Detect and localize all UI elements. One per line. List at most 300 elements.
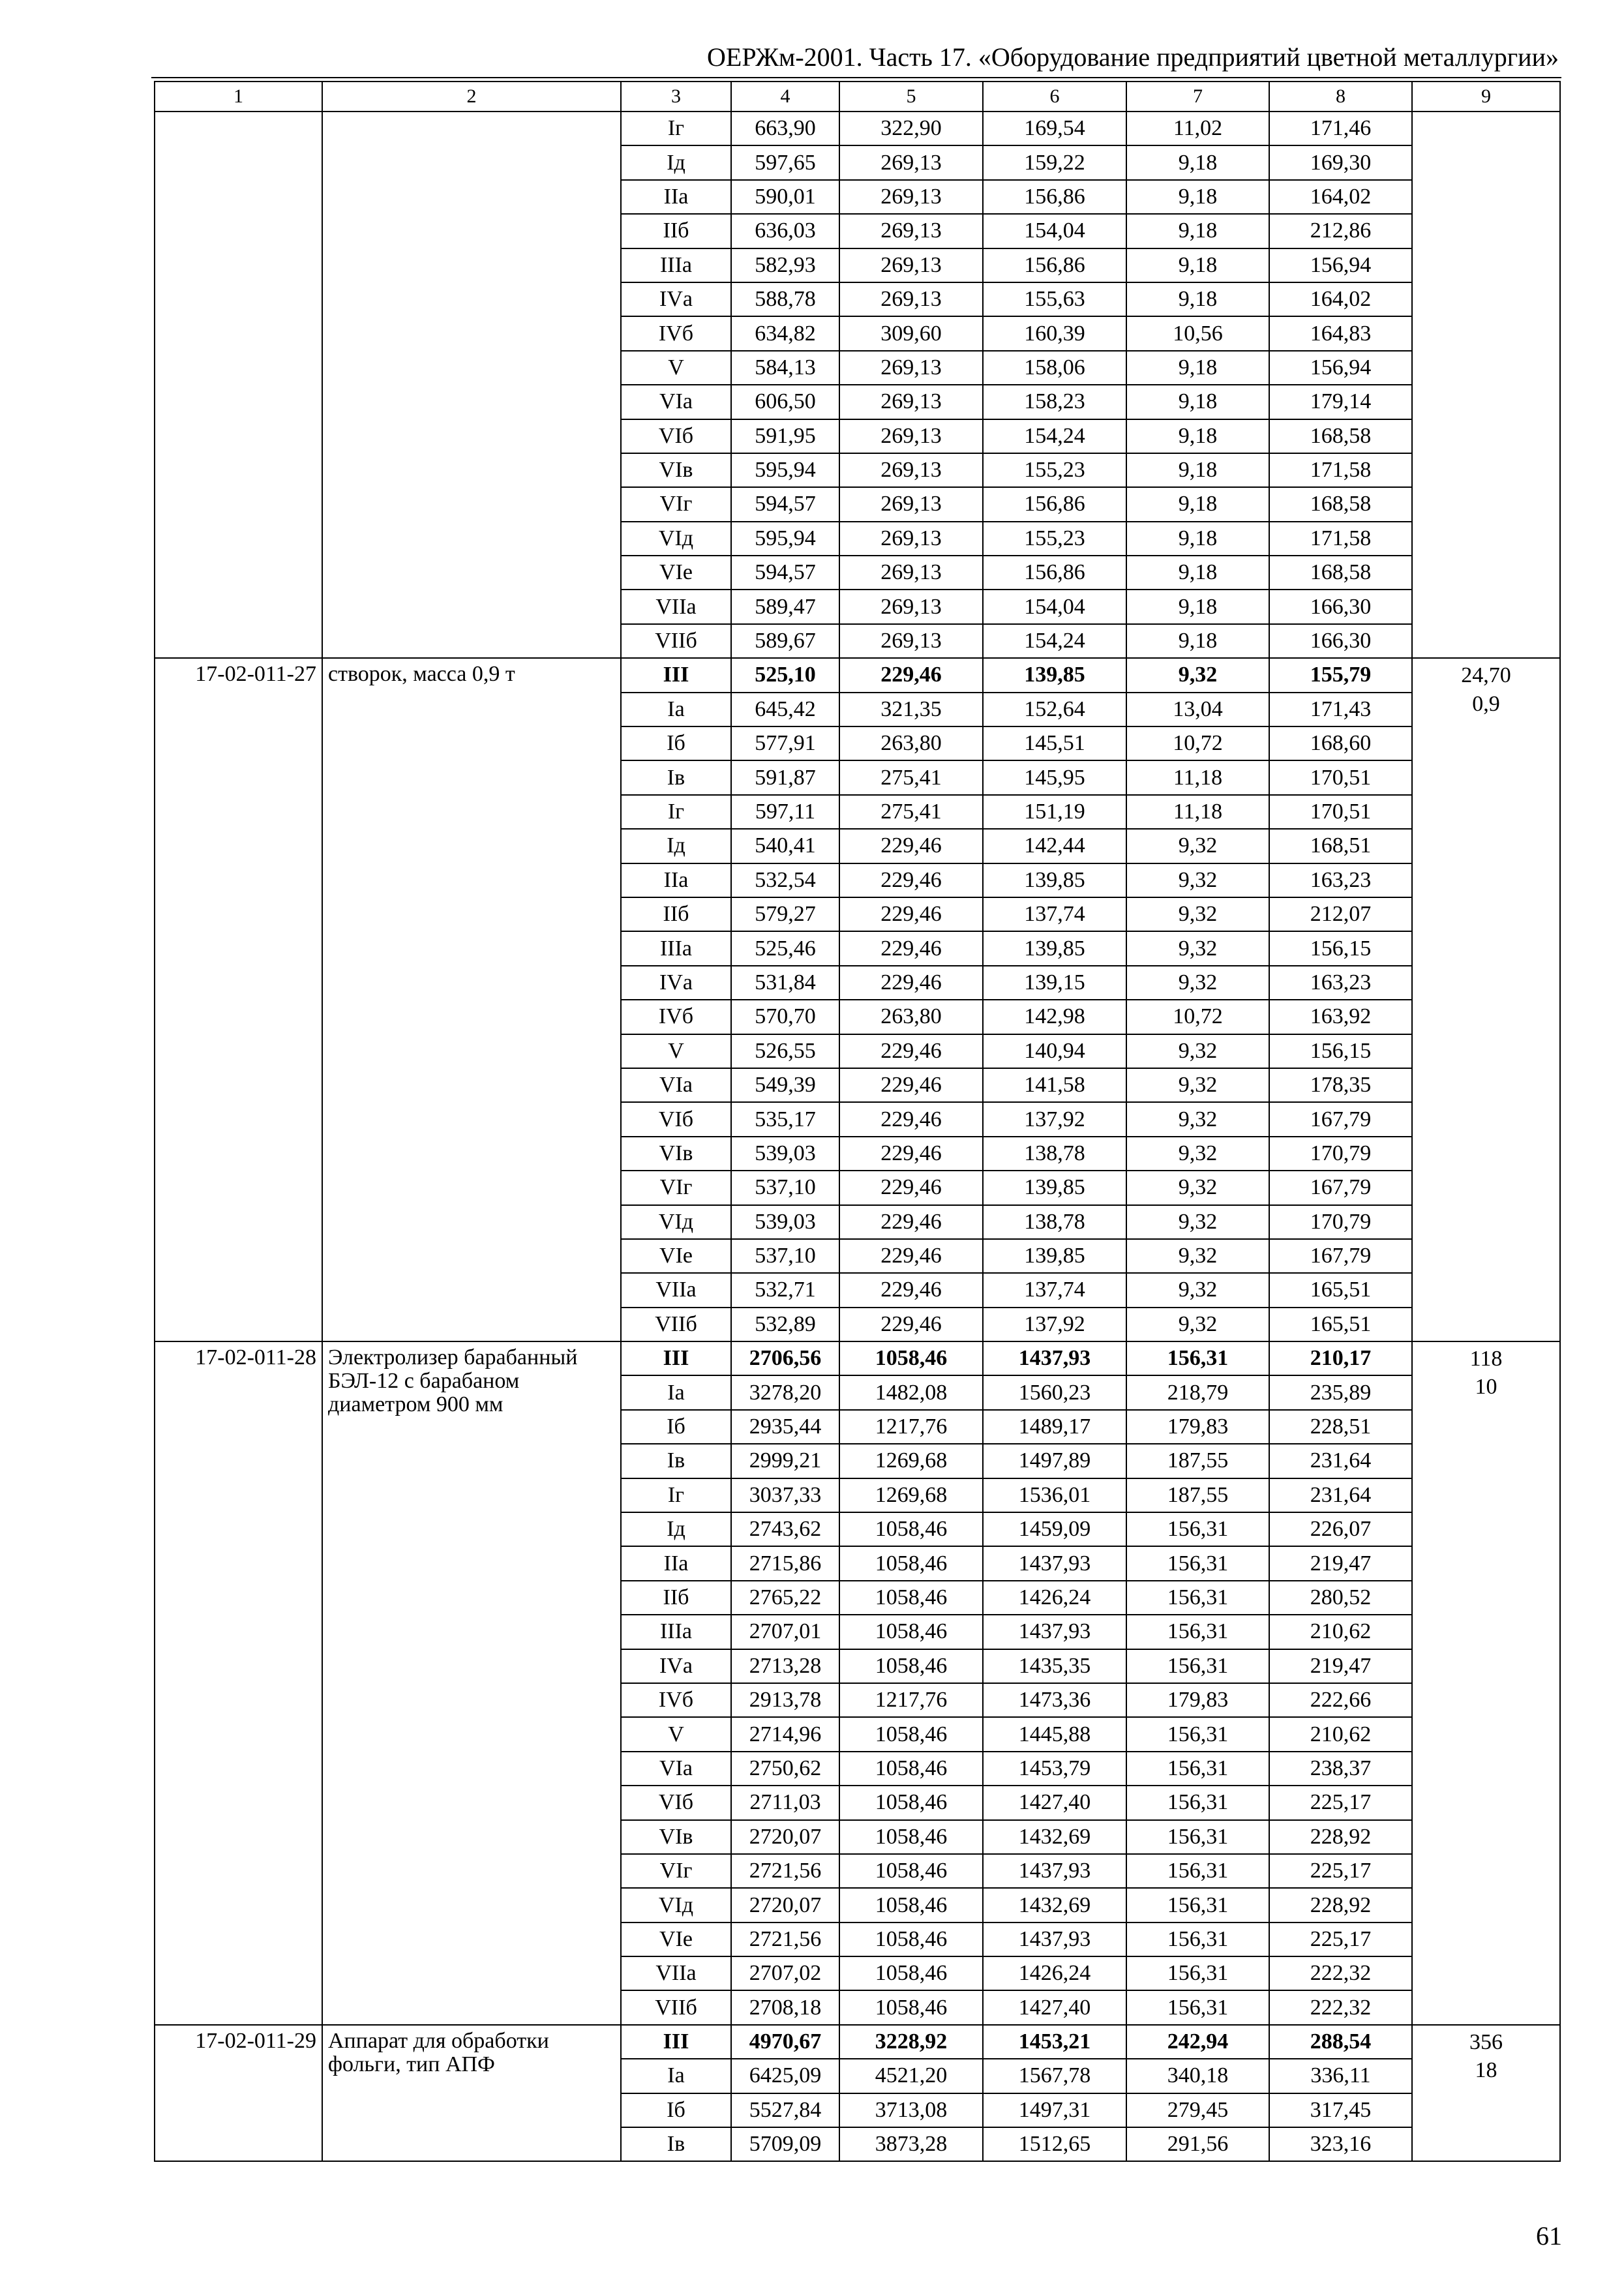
value-cell: 10,72 bbox=[1126, 726, 1269, 760]
value-cell: 1427,40 bbox=[983, 1786, 1126, 1819]
value-cell: 269,13 bbox=[839, 487, 983, 521]
value-cell: 1058,46 bbox=[839, 1786, 983, 1819]
value-cell: 9,32 bbox=[1126, 1102, 1269, 1136]
value-cell: 645,42 bbox=[731, 693, 839, 726]
value-cell: 160,39 bbox=[983, 316, 1126, 350]
zone-cell: Iв bbox=[621, 760, 731, 794]
zone-cell: VIв bbox=[621, 1820, 731, 1854]
value-cell: 9,32 bbox=[1126, 1273, 1269, 1307]
value-cell: 5709,09 bbox=[731, 2127, 839, 2161]
value-cell: 9,18 bbox=[1126, 624, 1269, 658]
value-cell: 279,45 bbox=[1126, 2093, 1269, 2127]
zone-cell: Iб bbox=[621, 726, 731, 760]
value-cell: 597,65 bbox=[731, 145, 839, 179]
value-cell: 168,60 bbox=[1269, 726, 1412, 760]
table-row bbox=[155, 658, 1560, 692]
value-cell: 4970,67 bbox=[731, 2025, 839, 2059]
zone-cell: IIа bbox=[621, 180, 731, 214]
value-cell: 165,51 bbox=[1269, 1308, 1412, 1341]
zone-cell: VIд bbox=[621, 1205, 731, 1239]
value-cell: 2708,18 bbox=[731, 1990, 839, 2024]
zone-cell: VIб bbox=[621, 1786, 731, 1819]
value-cell: 532,89 bbox=[731, 1308, 839, 1341]
zone-cell: Iа bbox=[621, 2059, 731, 2093]
value-cell: 1058,46 bbox=[839, 1854, 983, 1888]
value-cell: 9,32 bbox=[1126, 829, 1269, 863]
value-cell: 156,86 bbox=[983, 248, 1126, 282]
column-number: 4 bbox=[731, 82, 839, 112]
value-cell: 210,62 bbox=[1269, 1615, 1412, 1649]
value-cell: 540,41 bbox=[731, 829, 839, 863]
zone-cell: IVб bbox=[621, 316, 731, 350]
value-cell: 1426,24 bbox=[983, 1581, 1126, 1615]
zone-cell: Iв bbox=[621, 2127, 731, 2161]
value-cell: 269,13 bbox=[839, 180, 983, 214]
zone-cell: IIа bbox=[621, 863, 731, 897]
value-cell: 1058,46 bbox=[839, 1546, 983, 1580]
value-cell: 9,32 bbox=[1126, 1171, 1269, 1204]
value-cell: 171,46 bbox=[1269, 112, 1412, 145]
col9-value: 0,9 bbox=[1412, 693, 1560, 1341]
value-cell: 210,62 bbox=[1269, 1717, 1412, 1751]
value-cell: 2765,22 bbox=[731, 1581, 839, 1615]
value-cell: 155,79 bbox=[1269, 658, 1412, 692]
value-cell: 156,94 bbox=[1269, 248, 1412, 282]
value-cell: 269,13 bbox=[839, 522, 983, 556]
value-cell: 231,64 bbox=[1269, 1478, 1412, 1512]
col9-value: 18 bbox=[1412, 2059, 1560, 2161]
value-cell: 1058,46 bbox=[839, 1649, 983, 1683]
value-cell: 156,31 bbox=[1126, 1990, 1269, 2024]
value-cell: 156,86 bbox=[983, 556, 1126, 590]
value-cell: 537,10 bbox=[731, 1239, 839, 1273]
value-cell: 229,46 bbox=[839, 1034, 983, 1068]
header-rule bbox=[151, 77, 1561, 78]
value-cell: 1453,79 bbox=[983, 1752, 1126, 1786]
value-cell: 594,57 bbox=[731, 487, 839, 521]
value-cell: 1058,46 bbox=[839, 1922, 983, 1956]
value-cell: 1445,88 bbox=[983, 1717, 1126, 1751]
value-cell: 229,46 bbox=[839, 1171, 983, 1204]
table-row bbox=[155, 112, 1560, 145]
zone-cell: VIг bbox=[621, 487, 731, 521]
zone-cell: Iб bbox=[621, 1410, 731, 1444]
zone-cell: VIIб bbox=[621, 624, 731, 658]
value-cell: 163,23 bbox=[1269, 863, 1412, 897]
value-cell: 222,32 bbox=[1269, 1990, 1412, 2024]
zone-cell: VIе bbox=[621, 1239, 731, 1273]
value-cell: 1269,68 bbox=[839, 1478, 983, 1512]
value-cell: 9,32 bbox=[1126, 931, 1269, 965]
value-cell: 187,55 bbox=[1126, 1478, 1269, 1512]
value-cell: 9,18 bbox=[1126, 385, 1269, 419]
value-cell: 167,79 bbox=[1269, 1171, 1412, 1204]
column-number: 2 bbox=[322, 82, 621, 112]
zone-cell: Iб bbox=[621, 2093, 731, 2127]
zone-cell: Iв bbox=[621, 1444, 731, 1478]
value-cell: 137,74 bbox=[983, 1273, 1126, 1307]
value-cell: 145,95 bbox=[983, 760, 1126, 794]
value-cell: 269,13 bbox=[839, 590, 983, 623]
value-cell: 10,56 bbox=[1126, 316, 1269, 350]
value-cell: 1536,01 bbox=[983, 1478, 1126, 1512]
item-code: 17-02-011-27 bbox=[155, 658, 322, 1341]
value-cell: 1269,68 bbox=[839, 1444, 983, 1478]
value-cell: 4521,20 bbox=[839, 2059, 983, 2093]
zone-cell: VIIа bbox=[621, 590, 731, 623]
value-cell: 156,15 bbox=[1269, 1034, 1412, 1068]
value-cell: 139,85 bbox=[983, 658, 1126, 692]
value-cell: 170,51 bbox=[1269, 760, 1412, 794]
zone-cell: VIIб bbox=[621, 1308, 731, 1341]
value-cell: 2935,44 bbox=[731, 1410, 839, 1444]
column-number: 1 bbox=[155, 82, 322, 112]
value-cell: 219,47 bbox=[1269, 1546, 1412, 1580]
value-cell: 525,46 bbox=[731, 931, 839, 965]
value-cell: 156,31 bbox=[1126, 1922, 1269, 1956]
zone-cell: Iа bbox=[621, 1375, 731, 1409]
value-cell: 275,41 bbox=[839, 760, 983, 794]
value-cell: 2750,62 bbox=[731, 1752, 839, 1786]
value-cell: 1489,17 bbox=[983, 1410, 1126, 1444]
value-cell: 532,71 bbox=[731, 1273, 839, 1307]
value-cell: 537,10 bbox=[731, 1171, 839, 1204]
value-cell: 238,37 bbox=[1269, 1752, 1412, 1786]
value-cell: 228,92 bbox=[1269, 1820, 1412, 1854]
value-cell: 588,78 bbox=[731, 282, 839, 316]
value-cell: 9,18 bbox=[1126, 487, 1269, 521]
zone-cell: VIд bbox=[621, 1888, 731, 1922]
value-cell: 591,87 bbox=[731, 760, 839, 794]
value-cell: 2711,03 bbox=[731, 1786, 839, 1819]
value-cell: 152,64 bbox=[983, 693, 1126, 726]
value-cell: 158,06 bbox=[983, 351, 1126, 385]
value-cell: 210,17 bbox=[1269, 1341, 1412, 1375]
value-cell: 229,46 bbox=[839, 931, 983, 965]
value-cell: 167,79 bbox=[1269, 1239, 1412, 1273]
value-cell: 3873,28 bbox=[839, 2127, 983, 2161]
value-cell: 9,32 bbox=[1126, 658, 1269, 692]
value-cell: 1058,46 bbox=[839, 1990, 983, 2024]
value-cell: 165,51 bbox=[1269, 1273, 1412, 1307]
value-cell: 323,16 bbox=[1269, 2127, 1412, 2161]
value-cell: 1473,36 bbox=[983, 1683, 1126, 1717]
value-cell: 168,58 bbox=[1269, 487, 1412, 521]
value-cell: 263,80 bbox=[839, 726, 983, 760]
value-cell: 156,86 bbox=[983, 487, 1126, 521]
value-cell: 636,03 bbox=[731, 214, 839, 248]
value-cell: 178,35 bbox=[1269, 1068, 1412, 1102]
zone-cell: VIб bbox=[621, 1102, 731, 1136]
value-cell: 13,04 bbox=[1126, 693, 1269, 726]
value-cell: 269,13 bbox=[839, 145, 983, 179]
value-cell: 156,31 bbox=[1126, 1854, 1269, 1888]
value-cell: 138,78 bbox=[983, 1137, 1126, 1171]
value-cell: 154,24 bbox=[983, 419, 1126, 453]
value-cell: 6425,09 bbox=[731, 2059, 839, 2093]
zone-cell: VIа bbox=[621, 1752, 731, 1786]
value-cell: 166,30 bbox=[1269, 624, 1412, 658]
value-cell: 156,31 bbox=[1126, 1546, 1269, 1580]
value-cell: 164,83 bbox=[1269, 316, 1412, 350]
value-cell: 634,82 bbox=[731, 316, 839, 350]
value-cell: 156,31 bbox=[1126, 1341, 1269, 1375]
value-cell: 225,17 bbox=[1269, 1922, 1412, 1956]
item-name: Аппарат для обработки фольги, тип АПФ bbox=[322, 2025, 621, 2162]
value-cell: 9,18 bbox=[1126, 453, 1269, 487]
value-cell: 170,79 bbox=[1269, 1137, 1412, 1171]
value-cell: 156,31 bbox=[1126, 1956, 1269, 1990]
value-cell: 155,63 bbox=[983, 282, 1126, 316]
item-code bbox=[155, 112, 322, 658]
value-cell: 2707,02 bbox=[731, 1956, 839, 1990]
value-cell: 164,02 bbox=[1269, 282, 1412, 316]
value-cell: 9,32 bbox=[1126, 1034, 1269, 1068]
value-cell: 309,60 bbox=[839, 316, 983, 350]
value-cell: 167,79 bbox=[1269, 1102, 1412, 1136]
value-cell: 2707,01 bbox=[731, 1615, 839, 1649]
value-cell: 140,94 bbox=[983, 1034, 1126, 1068]
zone-cell: VIа bbox=[621, 1068, 731, 1102]
value-cell: 269,13 bbox=[839, 282, 983, 316]
item-code: 17-02-011-28 bbox=[155, 1341, 322, 2025]
value-cell: 156,31 bbox=[1126, 1717, 1269, 1751]
value-cell: 2715,86 bbox=[731, 1546, 839, 1580]
zone-cell: VIе bbox=[621, 556, 731, 590]
value-cell: 142,98 bbox=[983, 1000, 1126, 1034]
zone-cell: IIIа bbox=[621, 1615, 731, 1649]
value-cell: 9,32 bbox=[1126, 863, 1269, 897]
value-cell: 1453,21 bbox=[983, 2025, 1126, 2059]
value-cell: 229,46 bbox=[839, 829, 983, 863]
col9-value: 10 bbox=[1412, 1375, 1560, 2024]
value-cell: 9,18 bbox=[1126, 145, 1269, 179]
value-cell: 2713,28 bbox=[731, 1649, 839, 1683]
value-cell: 594,57 bbox=[731, 556, 839, 590]
column-number: 6 bbox=[983, 82, 1126, 112]
value-cell: 597,11 bbox=[731, 795, 839, 829]
value-cell: 525,10 bbox=[731, 658, 839, 692]
value-cell: 225,17 bbox=[1269, 1786, 1412, 1819]
column-number: 3 bbox=[621, 82, 731, 112]
value-cell: 1437,93 bbox=[983, 1546, 1126, 1580]
table-row bbox=[155, 1341, 1560, 1375]
value-cell: 663,90 bbox=[731, 112, 839, 145]
value-cell: 225,17 bbox=[1269, 1854, 1412, 1888]
zone-cell: Iг bbox=[621, 1478, 731, 1512]
value-cell: 229,46 bbox=[839, 1273, 983, 1307]
zone-cell: V bbox=[621, 351, 731, 385]
value-cell: 2721,56 bbox=[731, 1922, 839, 1956]
value-cell: 229,46 bbox=[839, 1308, 983, 1341]
zone-cell: VIг bbox=[621, 1854, 731, 1888]
value-cell: 159,22 bbox=[983, 145, 1126, 179]
value-cell: 1217,76 bbox=[839, 1410, 983, 1444]
value-cell: 1437,93 bbox=[983, 1341, 1126, 1375]
value-cell: 275,41 bbox=[839, 795, 983, 829]
value-cell: 171,58 bbox=[1269, 522, 1412, 556]
value-cell: 155,23 bbox=[983, 453, 1126, 487]
value-cell: 9,32 bbox=[1126, 966, 1269, 1000]
value-cell: 229,46 bbox=[839, 966, 983, 1000]
value-cell: 156,31 bbox=[1126, 1581, 1269, 1615]
value-cell: 532,54 bbox=[731, 863, 839, 897]
value-cell: 9,18 bbox=[1126, 522, 1269, 556]
column-number: 9 bbox=[1412, 82, 1560, 112]
value-cell: 226,07 bbox=[1269, 1512, 1412, 1546]
zone-cell: IIа bbox=[621, 1546, 731, 1580]
zone-cell: IIIа bbox=[621, 248, 731, 282]
value-cell: 168,51 bbox=[1269, 829, 1412, 863]
value-cell: 1058,46 bbox=[839, 1888, 983, 1922]
value-cell: 1058,46 bbox=[839, 1512, 983, 1546]
value-cell: 3278,20 bbox=[731, 1375, 839, 1409]
value-cell: 142,44 bbox=[983, 829, 1126, 863]
zone-cell: VIв bbox=[621, 453, 731, 487]
value-cell: 291,56 bbox=[1126, 2127, 1269, 2161]
value-cell: 137,92 bbox=[983, 1102, 1126, 1136]
value-cell: 139,15 bbox=[983, 966, 1126, 1000]
value-cell: 156,31 bbox=[1126, 1786, 1269, 1819]
value-cell: 2999,21 bbox=[731, 1444, 839, 1478]
col9-value: 24,70 bbox=[1412, 658, 1560, 692]
value-cell: 156,31 bbox=[1126, 1752, 1269, 1786]
value-cell: 2720,07 bbox=[731, 1820, 839, 1854]
value-cell: 156,31 bbox=[1126, 1649, 1269, 1683]
value-cell: 151,19 bbox=[983, 795, 1126, 829]
zone-cell: IVа bbox=[621, 966, 731, 1000]
value-cell: 171,58 bbox=[1269, 453, 1412, 487]
value-cell: 1560,23 bbox=[983, 1375, 1126, 1409]
value-cell: 156,31 bbox=[1126, 1820, 1269, 1854]
page-header: ОЕРЖм-2001. Часть 17. «Оборудование предприятий цветной металлургии» bbox=[707, 42, 1559, 72]
value-cell: 1426,24 bbox=[983, 1956, 1126, 1990]
value-cell: 212,86 bbox=[1269, 214, 1412, 248]
zone-cell: IIб bbox=[621, 1581, 731, 1615]
value-cell: 322,90 bbox=[839, 112, 983, 145]
value-cell: 179,83 bbox=[1126, 1683, 1269, 1717]
value-cell: 589,67 bbox=[731, 624, 839, 658]
value-cell: 168,58 bbox=[1269, 419, 1412, 453]
value-cell: 11,18 bbox=[1126, 760, 1269, 794]
value-cell: 1432,69 bbox=[983, 1888, 1126, 1922]
zone-cell: III bbox=[621, 658, 731, 692]
column-number-row bbox=[155, 82, 1560, 112]
value-cell: 9,18 bbox=[1126, 556, 1269, 590]
zone-cell: IVа bbox=[621, 1649, 731, 1683]
item-code: 17-02-011-29 bbox=[155, 2025, 322, 2162]
value-cell: 1437,93 bbox=[983, 1854, 1126, 1888]
value-cell: 10,72 bbox=[1126, 1000, 1269, 1034]
value-cell: 321,35 bbox=[839, 693, 983, 726]
value-cell: 169,30 bbox=[1269, 145, 1412, 179]
value-cell: 11,02 bbox=[1126, 112, 1269, 145]
value-cell: 577,91 bbox=[731, 726, 839, 760]
value-cell: 2714,96 bbox=[731, 1717, 839, 1751]
value-cell: 1058,46 bbox=[839, 1717, 983, 1751]
value-cell: 222,32 bbox=[1269, 1956, 1412, 1990]
value-cell: 570,70 bbox=[731, 1000, 839, 1034]
value-cell: 269,13 bbox=[839, 351, 983, 385]
value-cell: 218,79 bbox=[1126, 1375, 1269, 1409]
value-cell: 156,86 bbox=[983, 180, 1126, 214]
zone-cell: V bbox=[621, 1034, 731, 1068]
value-cell: 168,58 bbox=[1269, 556, 1412, 590]
value-cell: 1435,35 bbox=[983, 1649, 1126, 1683]
value-cell: 166,30 bbox=[1269, 590, 1412, 623]
value-cell: 539,03 bbox=[731, 1137, 839, 1171]
value-cell: 269,13 bbox=[839, 214, 983, 248]
value-cell: 269,13 bbox=[839, 385, 983, 419]
value-cell: 1217,76 bbox=[839, 1683, 983, 1717]
value-cell: 9,32 bbox=[1126, 1308, 1269, 1341]
value-cell: 2743,62 bbox=[731, 1512, 839, 1546]
value-cell: 235,89 bbox=[1269, 1375, 1412, 1409]
value-cell: 229,46 bbox=[839, 1239, 983, 1273]
value-cell: 156,94 bbox=[1269, 351, 1412, 385]
zone-cell: VIа bbox=[621, 385, 731, 419]
value-cell: 269,13 bbox=[839, 556, 983, 590]
zone-cell: III bbox=[621, 2025, 731, 2059]
value-cell: 2720,07 bbox=[731, 1888, 839, 1922]
zone-cell: IVб bbox=[621, 1000, 731, 1034]
rates-table bbox=[154, 81, 1561, 2162]
zone-cell: VIв bbox=[621, 1137, 731, 1171]
value-cell: 1058,46 bbox=[839, 1752, 983, 1786]
value-cell: 595,94 bbox=[731, 453, 839, 487]
value-cell: 9,18 bbox=[1126, 282, 1269, 316]
value-cell: 606,50 bbox=[731, 385, 839, 419]
value-cell: 2721,56 bbox=[731, 1854, 839, 1888]
value-cell: 163,23 bbox=[1269, 966, 1412, 1000]
value-cell: 228,51 bbox=[1269, 1410, 1412, 1444]
value-cell: 222,66 bbox=[1269, 1683, 1412, 1717]
zone-cell: Iд bbox=[621, 145, 731, 179]
value-cell: 1427,40 bbox=[983, 1990, 1126, 2024]
page-number: 61 bbox=[1536, 2221, 1562, 2251]
zone-cell: IIб bbox=[621, 897, 731, 931]
value-cell: 156,31 bbox=[1126, 1615, 1269, 1649]
value-cell: 179,83 bbox=[1126, 1410, 1269, 1444]
value-cell: 1432,69 bbox=[983, 1820, 1126, 1854]
zone-cell: VIIа bbox=[621, 1273, 731, 1307]
value-cell: 171,43 bbox=[1269, 693, 1412, 726]
value-cell: 229,46 bbox=[839, 863, 983, 897]
value-cell: 229,46 bbox=[839, 1205, 983, 1239]
item-name: створок, масса 0,9 т bbox=[322, 658, 621, 1341]
value-cell: 9,32 bbox=[1126, 1137, 1269, 1171]
value-cell: 229,46 bbox=[839, 1137, 983, 1171]
value-cell: 1497,31 bbox=[983, 2093, 1126, 2127]
value-cell: 170,79 bbox=[1269, 1205, 1412, 1239]
value-cell: 1482,08 bbox=[839, 1375, 983, 1409]
value-cell: 2913,78 bbox=[731, 1683, 839, 1717]
value-cell: 9,18 bbox=[1126, 351, 1269, 385]
zone-cell: IVа bbox=[621, 282, 731, 316]
value-cell: 535,17 bbox=[731, 1102, 839, 1136]
value-cell: 1497,89 bbox=[983, 1444, 1126, 1478]
value-cell: 9,32 bbox=[1126, 1239, 1269, 1273]
value-cell: 137,74 bbox=[983, 897, 1126, 931]
zone-cell: Iд bbox=[621, 1512, 731, 1546]
value-cell: 219,47 bbox=[1269, 1649, 1412, 1683]
zone-cell: Iг bbox=[621, 112, 731, 145]
value-cell: 139,85 bbox=[983, 1239, 1126, 1273]
value-cell: 263,80 bbox=[839, 1000, 983, 1034]
value-cell: 164,02 bbox=[1269, 180, 1412, 214]
value-cell: 229,46 bbox=[839, 1068, 983, 1102]
zone-cell: IIб bbox=[621, 214, 731, 248]
